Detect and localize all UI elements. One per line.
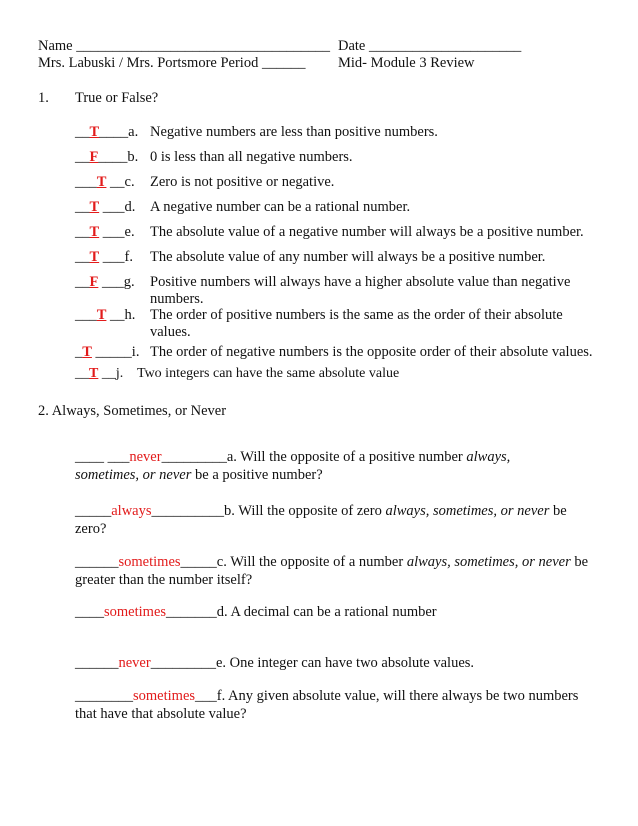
item-letter: c. [124, 174, 135, 190]
question-continued [75, 571, 252, 589]
answer-value: never [129, 449, 162, 465]
item-text-continued: values. [150, 324, 191, 340]
tf-item [75, 248, 133, 266]
blank-suffix: __________ [151, 503, 225, 519]
answer-blank[interactable] [75, 344, 132, 360]
question-text: b. Will the opposite of zero [224, 503, 386, 519]
question-text-end: be [549, 503, 567, 519]
question-italic: always, sometimes, or never [385, 503, 550, 519]
blank-prefix: __ [75, 224, 90, 240]
blank-suffix: ___ [99, 249, 125, 265]
blank-prefix: _ [75, 344, 83, 360]
blank-suffix: ___ [99, 224, 125, 240]
answer-blank[interactable] [75, 655, 216, 671]
section1-number: 1. [38, 90, 49, 106]
asn-item [75, 603, 437, 621]
item-text: Negative numbers are less than positive numbers. [150, 124, 438, 140]
question-italic: always, [466, 449, 511, 465]
section1-title: True or False? [75, 90, 159, 106]
blank-prefix: __ [75, 249, 90, 265]
tf-item [75, 173, 135, 191]
item-text: The absolute value of a negative number will always be a positive number. [150, 224, 584, 240]
blank-suffix: ____ [99, 124, 129, 140]
asn-item [75, 502, 567, 520]
answer-blank[interactable] [75, 503, 224, 519]
question-text: be a positive number? [191, 467, 323, 483]
blank-prefix: ___ [75, 174, 97, 190]
answer-blank[interactable] [75, 274, 124, 290]
item-text: The order of negative numbers is the opposite order of their absolute values. [150, 344, 593, 360]
item-letter: h. [124, 307, 136, 323]
item-letter: b. [127, 149, 139, 165]
blank-suffix: _____ [91, 344, 132, 360]
question-text: d. A decimal can be a rational number [216, 604, 437, 620]
answer-blank[interactable] [75, 604, 217, 620]
teachers: Mrs. Labuski / Mrs. Portsmore [38, 55, 217, 71]
answer-blank[interactable] [75, 224, 125, 240]
name-label: Name [38, 38, 73, 54]
blank-prefix: __ [75, 124, 90, 140]
answer-value: T [89, 366, 99, 381]
blank-suffix: __ [106, 174, 125, 190]
name-line [38, 37, 330, 55]
question-text: that have that absolute value? [75, 706, 247, 722]
page-title: Mid- Module 3 Review [338, 55, 475, 71]
answer-value: sometimes [104, 604, 167, 620]
question-text: greater than the number itself? [75, 572, 253, 588]
item-text: Positive numbers will always have a higher absolute value than negative [150, 274, 571, 290]
blank-prefix: __ [75, 366, 89, 381]
item-text: Zero is not positive or negative. [150, 174, 335, 190]
date-line [338, 37, 521, 55]
tf-item [75, 223, 135, 241]
tf-item [75, 365, 123, 383]
answer-value: F [89, 149, 99, 165]
period-blank[interactable]: ______ [261, 55, 306, 71]
item-text: The order of positive numbers is the same as the order of their absolute [150, 307, 563, 323]
answer-blank[interactable] [75, 688, 217, 704]
section2-title: 2. Always, Sometimes, or Never [38, 403, 227, 419]
tf-item [75, 123, 138, 141]
blank-suffix: ___ [98, 274, 124, 290]
question-text: c. Will the opposite of a number [216, 554, 407, 570]
answer-value: T [89, 124, 100, 140]
question-italic: always, sometimes, or never [406, 554, 571, 570]
tf-item [75, 306, 135, 324]
answer-value: always [111, 503, 152, 519]
answer-value: sometimes [133, 688, 196, 704]
item-text-continued: numbers. [150, 291, 204, 307]
answer-blank[interactable] [75, 366, 116, 381]
answer-blank[interactable] [75, 124, 128, 140]
teacher-line [38, 54, 305, 72]
question-text: f. Any given absolute value, will there always be two numbers [216, 688, 579, 704]
tf-item [75, 343, 139, 361]
item-letter: f. [124, 249, 134, 265]
tf-item [75, 273, 135, 291]
blank-suffix: _________ [150, 655, 216, 671]
answer-blank[interactable] [75, 449, 227, 465]
item-letter: d. [124, 199, 136, 215]
item-letter: a. [128, 124, 139, 140]
date-label: Date [338, 38, 366, 54]
item-text: 0 is less than all negative numbers. [150, 149, 353, 165]
question-text: zero? [75, 521, 107, 537]
blank-prefix: ______ [75, 655, 119, 671]
blank-prefix: ______ [75, 554, 119, 570]
answer-value: F [89, 274, 99, 290]
blank-suffix: _________ [161, 449, 227, 465]
blank-suffix: __ [106, 307, 125, 323]
blank-suffix: ___ [195, 688, 217, 704]
answer-blank[interactable] [75, 149, 127, 165]
answer-value: T [89, 224, 100, 240]
name-blank[interactable]: ___________________________________ [76, 38, 330, 54]
blank-suffix: ____ [98, 149, 128, 165]
date-blank[interactable]: _____________________ [369, 38, 522, 54]
item-letter: g. [123, 274, 135, 290]
question-text: a. Will the opposite of a positive number [226, 449, 467, 465]
answer-value: T [96, 174, 107, 190]
answer-value: T [96, 307, 107, 323]
answer-blank[interactable] [75, 554, 217, 570]
question-continued [75, 520, 106, 538]
item-letter: i. [131, 344, 140, 360]
asn-item [75, 448, 510, 466]
answer-blank[interactable] [75, 174, 125, 190]
answer-blank[interactable] [75, 249, 125, 265]
blank-suffix: _______ [166, 604, 217, 620]
asn-item [75, 687, 578, 705]
item-text: The absolute value of any number will always be a positive number. [150, 249, 546, 265]
answer-value: sometimes [118, 554, 181, 570]
answer-blank[interactable] [75, 199, 125, 215]
answer-value: T [89, 249, 100, 265]
blank-prefix: __ [75, 199, 90, 215]
question-text-end: be [570, 554, 589, 570]
blank-prefix: ________ [75, 688, 133, 704]
answer-value: T [82, 344, 92, 360]
item-text: Two integers can have the same absolute value [137, 366, 400, 381]
item-letter: e. [124, 224, 135, 240]
asn-item [75, 654, 474, 672]
blank-prefix: __ [75, 274, 90, 290]
question-text: e. One integer can have two absolute values. [215, 655, 475, 671]
item-letter: j. [115, 366, 124, 381]
item-text: A negative number can be a rational number. [150, 199, 411, 215]
blank-prefix: ____ [75, 604, 104, 620]
blank-prefix: __ [75, 149, 90, 165]
period-label: Period [220, 55, 259, 71]
tf-item [75, 148, 138, 166]
question-italic: sometimes, or never [75, 467, 192, 483]
answer-value: never [118, 655, 151, 671]
question-continued [75, 466, 323, 484]
asn-item [75, 553, 588, 571]
blank-prefix: ____ ___ [75, 449, 130, 465]
blank-suffix: _____ [180, 554, 217, 570]
blank-suffix: __ [98, 366, 116, 381]
blank-suffix: ___ [99, 199, 125, 215]
question-continued [75, 705, 247, 723]
answer-blank[interactable] [75, 307, 125, 323]
tf-item [75, 198, 135, 216]
answer-value: T [89, 199, 100, 215]
blank-prefix: ___ [75, 307, 97, 323]
blank-prefix: _____ [75, 503, 112, 519]
